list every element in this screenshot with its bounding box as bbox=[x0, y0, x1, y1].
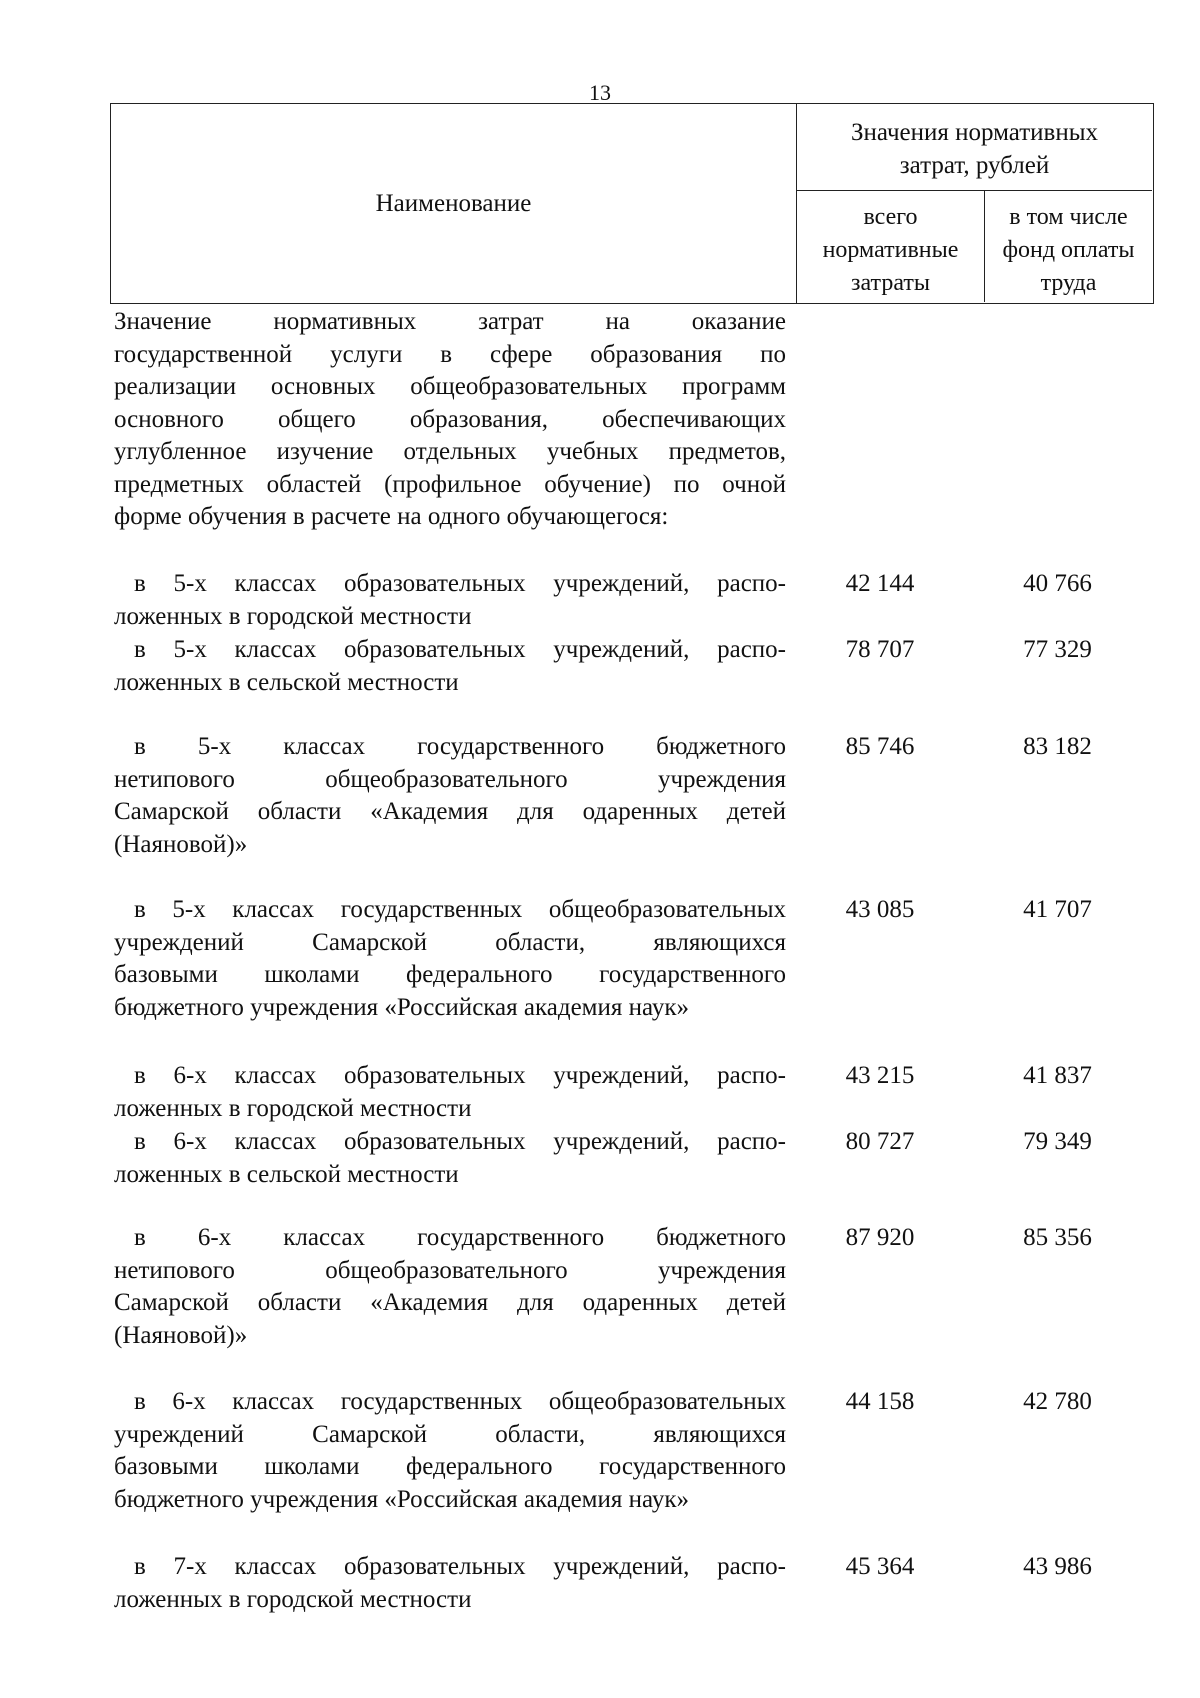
row-total-value: 45 364 bbox=[845, 1553, 915, 1580]
row-name-line: ложенных в сельской местности bbox=[114, 668, 459, 696]
row-name bbox=[114, 1222, 786, 1352]
row-name-line: в 5-х классах образовательных учреждений, распо- bbox=[134, 636, 786, 663]
header-total-line: всего bbox=[863, 204, 918, 230]
row-name-line: базовыми школами федерального государственного bbox=[114, 961, 786, 988]
header-values-group bbox=[797, 104, 1152, 191]
page-number: 13 bbox=[589, 80, 611, 105]
row-name-line: в 5-х классах государственного бюджетного bbox=[134, 733, 786, 760]
row-name-line: бюджетного учреждения «Российская академия наук» bbox=[114, 993, 689, 1021]
row-wage-value: 77 329 bbox=[1023, 636, 1092, 663]
row-total-value: 42 144 bbox=[845, 570, 915, 597]
row-name bbox=[114, 731, 786, 861]
intro-line: основного общего образования, обеспечивающих bbox=[114, 405, 786, 433]
row-name-line: базовыми школами федерального государственного bbox=[114, 1453, 786, 1480]
row-name-line: (Наяновой)» bbox=[114, 1321, 248, 1349]
row-total-value: 43 215 bbox=[845, 1062, 915, 1089]
row-wage-value: 42 780 bbox=[1023, 1388, 1092, 1415]
row-name bbox=[114, 1551, 786, 1616]
row-total-value: 44 158 bbox=[845, 1388, 915, 1415]
row-total-value: 78 707 bbox=[845, 636, 915, 663]
row-wage-value: 40 766 bbox=[1023, 570, 1092, 597]
row-name bbox=[114, 1386, 786, 1516]
intro-line: предметных областей (профильное обучение) по очной bbox=[114, 470, 786, 498]
row-name-line: в 6-х классах государственного бюджетного bbox=[134, 1224, 786, 1251]
row-wage-value: 83 182 bbox=[1023, 733, 1092, 760]
row-name-line: Самарской области «Академия для одаренных детей bbox=[114, 1289, 786, 1316]
row-name-line: учреждений Самарской области, являющихся bbox=[114, 928, 786, 956]
intro-line: государственной услуги в сфере образования по bbox=[114, 340, 786, 368]
row-total-value: 87 920 bbox=[845, 1224, 915, 1251]
intro-line: Значение нормативных затрат на оказание bbox=[114, 308, 786, 335]
row-name-line: Самарской области «Академия для одаренных детей bbox=[114, 798, 786, 825]
header-name-column: Наименование bbox=[111, 104, 797, 303]
row-name-line: бюджетного учреждения «Российская академия наук» bbox=[114, 1485, 689, 1513]
intro-line: форме обучения в расчете на одного обучающегося: bbox=[114, 503, 669, 530]
row-name bbox=[114, 568, 786, 633]
row-name bbox=[114, 634, 786, 699]
row-name-line: в 7-х классах образовательных учреждений, распо- bbox=[134, 1553, 786, 1580]
header-values-line: Значения нормативных bbox=[850, 119, 1099, 146]
row-wage-value: 79 349 bbox=[1023, 1128, 1092, 1155]
header-wage-line: фонд оплаты bbox=[1002, 237, 1135, 263]
row-name-line: ложенных в городской местности bbox=[114, 602, 472, 630]
row-name bbox=[114, 894, 786, 1024]
header-wage-line: труда bbox=[1040, 270, 1097, 296]
row-name-line: в 5-х классах образовательных учреждений, распо- bbox=[134, 570, 786, 597]
row-name bbox=[114, 1126, 786, 1191]
row-name-line: ложенных в городской местности bbox=[114, 1094, 472, 1122]
header-wage-line: в том числе bbox=[1009, 204, 1128, 230]
row-name bbox=[114, 1060, 786, 1125]
header-values-line: затрат, рублей bbox=[899, 152, 1050, 179]
table-header bbox=[110, 103, 1154, 304]
row-wage-value: 41 837 bbox=[1023, 1062, 1092, 1089]
row-name-line: ложенных в сельской местности bbox=[114, 1160, 459, 1188]
row-name-line: в 5-х классах государственных общеобразовательных bbox=[134, 896, 786, 923]
intro-line: реализации основных общеобразовательных программ bbox=[114, 373, 786, 400]
row-name-line: нетипового общеобразовательного учреждения bbox=[114, 765, 786, 793]
row-name-line: в 6-х классах образовательных учреждений, распо- bbox=[134, 1062, 786, 1089]
row-name-line: ложенных в городской местности bbox=[114, 1585, 472, 1613]
row-wage-value: 85 356 bbox=[1023, 1224, 1092, 1251]
row-total-value: 80 727 bbox=[845, 1128, 915, 1155]
row-name-line: в 6-х классах образовательных учреждений, распо- bbox=[134, 1128, 786, 1155]
header-total-column bbox=[797, 191, 985, 302]
section-intro bbox=[114, 306, 786, 534]
intro-line: углубленное изучение отдельных учебных предметов, bbox=[114, 438, 786, 465]
row-total-value: 43 085 bbox=[845, 896, 915, 923]
header-total-line: нормативные bbox=[822, 237, 959, 263]
row-wage-value: 41 707 bbox=[1023, 896, 1092, 923]
row-name-line: (Наяновой)» bbox=[114, 830, 248, 858]
row-name-line: учреждений Самарской области, являющихся bbox=[114, 1420, 786, 1448]
row-total-value: 85 746 bbox=[845, 733, 915, 760]
header-total-line: затраты bbox=[851, 270, 930, 296]
row-name-line: в 6-х классах государственных общеобразовательных bbox=[134, 1388, 786, 1415]
row-name-line: нетипового общеобразовательного учреждения bbox=[114, 1256, 786, 1284]
row-wage-value: 43 986 bbox=[1023, 1553, 1092, 1580]
header-wage-column bbox=[985, 191, 1152, 302]
